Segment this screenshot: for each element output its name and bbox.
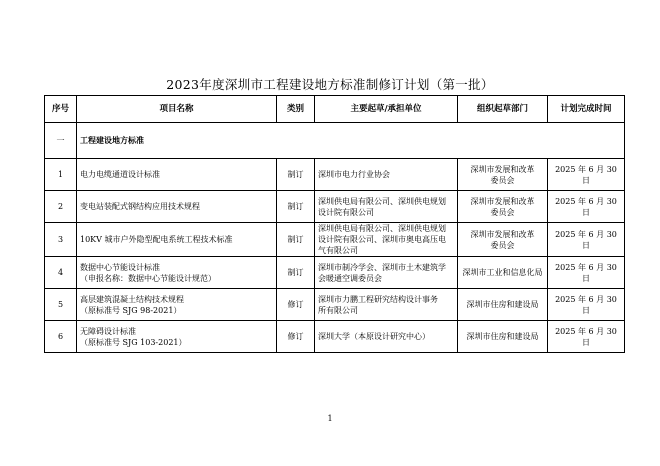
project-name-line: （原标准号 SJG 103-2021） (80, 337, 187, 347)
project-type: 修订 (277, 321, 315, 353)
organizing-department (458, 321, 548, 353)
row-number: 4 (45, 257, 77, 289)
organizing-department-line: 委员会 (490, 240, 515, 250)
organizing-department-line: 深圳市住房和建设局 (466, 332, 539, 341)
drafting-units (315, 289, 458, 321)
project-name-line: 10KV 城市户外隐型配电系统工程技术标准 (80, 235, 233, 244)
table-row (45, 257, 625, 289)
project-name (77, 191, 277, 223)
project-name (77, 257, 277, 289)
project-name-line: 无障碍设计标准 (80, 326, 136, 336)
header-no: 序号 (45, 96, 77, 123)
project-name-line: 数据中心节能设计标准 (80, 262, 160, 272)
project-name-line: 电力电缆通道设计标准 (80, 170, 160, 179)
drafting-units-line: 设计院有限公司、深圳市奥电高压电 (318, 235, 446, 244)
project-name-line: （申报名称：数据中心节能设计规范） (80, 273, 216, 283)
header-due-date: 计划完成时间 (548, 96, 625, 123)
standards-plan-table (44, 95, 625, 353)
organizing-department-line: 深圳市发展和改革 (470, 229, 535, 239)
table-row (45, 191, 625, 223)
drafting-units (315, 159, 458, 191)
project-name-line: 高层建筑混凝土结构技术规程 (80, 294, 184, 304)
organizing-department (458, 191, 548, 223)
header-project-name: 项目名称 (77, 96, 277, 123)
drafting-units-line: 深圳供电局有限公司、深圳供电规划 (318, 196, 446, 206)
project-name (77, 159, 277, 191)
table-row (45, 223, 625, 257)
drafting-units-line: 深圳市电力行业协会 (318, 170, 390, 179)
row-number: 6 (45, 321, 77, 353)
drafting-units (315, 257, 458, 289)
due-date: 2025 年 6 月 30 日 (548, 159, 625, 191)
drafting-units-line: 设计院有限公司 (318, 207, 374, 217)
drafting-units-line: 深圳供电局有限公司、深圳供电规划 (318, 224, 446, 233)
drafting-units-line: 会暖通空调委员会 (318, 273, 382, 283)
row-number: 5 (45, 289, 77, 321)
organizing-department (458, 223, 548, 257)
organizing-department-line: 深圳市住房和建设局 (466, 300, 539, 309)
project-name (77, 289, 277, 321)
section-row (45, 123, 625, 159)
organizing-department-line: 委员会 (490, 175, 515, 185)
document-title: 2023年度深圳市工程建设地方标准制修订计划（第一批） (166, 77, 494, 92)
drafting-units (315, 321, 458, 353)
row-number: 3 (45, 223, 77, 257)
project-name (77, 223, 277, 257)
header-drafting-units: 主要起草/承担单位 (315, 96, 458, 123)
drafting-units-line: 气有限公司 (318, 246, 358, 255)
table-header-row (45, 96, 625, 123)
table-row (45, 159, 625, 191)
header-type: 类别 (277, 96, 315, 123)
drafting-units (315, 191, 458, 223)
section-index: 一 (45, 123, 77, 159)
project-name-line: （原标准号 SJG 98-2021） (80, 305, 182, 315)
organizing-department-line: 深圳市工业和信息化局 (462, 268, 543, 277)
row-number: 2 (45, 191, 77, 223)
drafting-units-line: 深圳大学（本原设计研究中心） (318, 332, 430, 341)
organizing-department (458, 159, 548, 191)
drafting-units-line: 深圳市制冷学会、深圳市土木建筑学 (318, 262, 446, 272)
table-row (45, 321, 625, 353)
project-name-line: 变电站装配式钢结构应用技术规程 (80, 202, 200, 211)
drafting-units-line: 所有限公司 (318, 305, 358, 315)
due-date: 2025 年 6 月 30 日 (548, 223, 625, 257)
due-date: 2025 年 6 月 30 日 (548, 257, 625, 289)
due-date: 2025 年 6 月 30 日 (548, 289, 625, 321)
row-number: 1 (45, 159, 77, 191)
organizing-department-line: 深圳市发展和改革 (470, 196, 535, 206)
page-number: 1 (327, 414, 333, 423)
project-type: 制订 (277, 223, 315, 257)
section-label: 工程建设地方标准 (77, 123, 625, 159)
due-date: 2025 年 6 月 30 日 (548, 191, 625, 223)
header-department: 组织起草部门 (458, 96, 548, 123)
organizing-department (458, 289, 548, 321)
project-type: 制订 (277, 159, 315, 191)
drafting-units-line: 深圳市力鹏工程研究结构设计事务 (318, 294, 438, 304)
organizing-department (458, 257, 548, 289)
drafting-units (315, 223, 458, 257)
organizing-department-line: 委员会 (490, 207, 515, 217)
project-type: 制订 (277, 191, 315, 223)
project-type: 修订 (277, 289, 315, 321)
organizing-department-line: 深圳市发展和改革 (470, 164, 535, 174)
due-date: 2025 年 6 月 30 日 (548, 321, 625, 353)
project-name (77, 321, 277, 353)
project-type: 制订 (277, 257, 315, 289)
table-row (45, 289, 625, 321)
